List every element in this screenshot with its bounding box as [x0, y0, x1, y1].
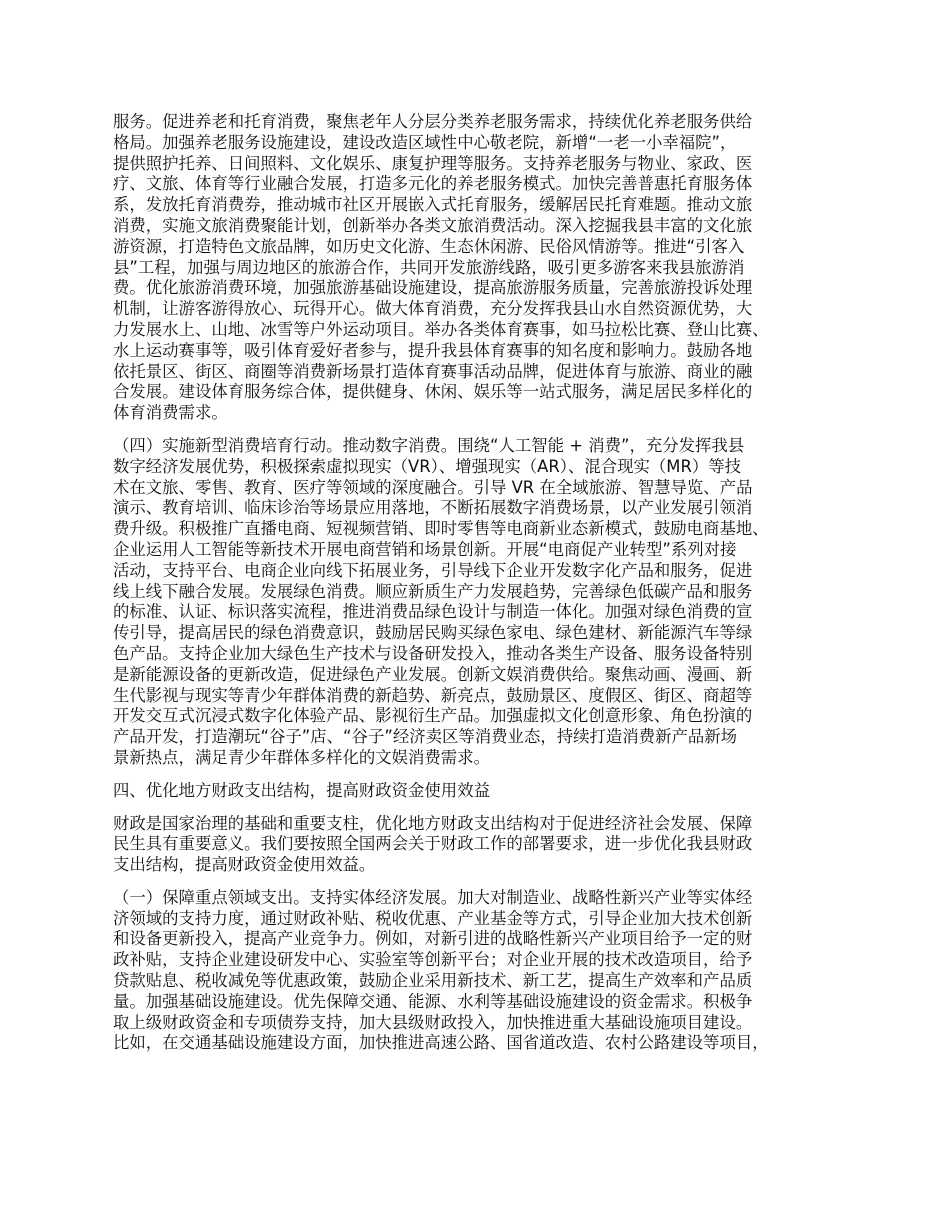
text-line: 系，发放托育消费券，推动城市社区开展嵌入式托育服务，缓解居民托育难题。推动文旅	[113, 195, 753, 215]
text-line: 疗、文旅、体育等行业融合发展，打造多元化的养老服务模式。加快完善普惠托育服务体	[113, 174, 753, 194]
text-line: 取上级财政资金和专项债券支持，加大县级财政投入，加快推进重大基础设施项目建设。	[113, 1012, 753, 1032]
text-line: 费升级。积极推广直播电商、短视频营销、即时零售等电商新业态新模式，鼓励电商基地、	[113, 519, 769, 539]
paragraph-key-areas	[113, 888, 853, 1054]
text-line: 财政是国家治理的基础和重要支柱，优化地方财政支出结构对于促进经济社会发展、保障	[113, 813, 753, 833]
text-line: 贷款贴息、税收减免等优惠政策，鼓励企业采用新技术、新工艺，提高生产效率和产品质	[113, 971, 753, 991]
section-heading	[113, 781, 853, 802]
text-line: 游资源，打造特色文旅品牌，如历史文化游、生态休闲游、民俗风情游等。推进“引客入	[113, 236, 745, 256]
text-line: 济领域的支持力度，通过财政补贴、税收优惠、产业基金等方式，引导企业加大技术创新	[113, 908, 753, 928]
text-line: 线上线下融合发展。发展绿色消费。顺应新质生产力发展趋势，完善绿色低碳产品和服务	[113, 581, 753, 601]
text-line: 政补贴，支持企业建设研发中心、实验室等创新平台；对企业开展的技术改造项目，给予	[113, 950, 753, 970]
text-line: 县”工程，加强与周边地区的旅游合作，共同开发旅游线路，吸引更多游客来我县旅游消	[113, 257, 745, 277]
text-line: 提供照护托养、日间照料、文化娱乐、康复护理等服务。支持养老服务与物业、家政、医	[113, 153, 753, 173]
text-line: 传引导，提高居民的绿色消费意识，鼓励居民购买绿色家电、绿色建材、新能源汽车等绿	[113, 623, 753, 643]
text-line: 费。优化旅游消费环境，加强旅游基础设施建设，提高旅游服务质量，完善旅游投诉处理	[113, 278, 753, 298]
document-page	[113, 112, 853, 1066]
paragraph-consumption-services	[113, 112, 853, 424]
text-line: 四、优化地方财政支出结构，提高财政资金使用效益	[113, 780, 490, 800]
text-line: 术在文旅、零售、教育、医疗等领域的深度融合。引导 VR 在全域旅游、智慧导览、产品	[113, 477, 753, 497]
text-line: 色产品。支持企业加大绿色生产技术与设备研发投入，推动各类生产设备、服务设备特别	[113, 643, 753, 663]
text-line: 活动，支持平台、电商企业向线下拓展业务，引导线下企业开发数字化产品和服务，促进	[113, 560, 753, 580]
text-line: 合发展。建设体育服务综合体，提供健身、休闲、娱乐等一站式服务，满足居民多样化的	[113, 382, 753, 402]
text-line: 开发交互式沉浸式数字化体验产品、影视衍生产品。加强虚拟文化创意形象、角色扮演的	[113, 706, 753, 726]
text-line: 数字经济发展优势，积极探索虚拟现实（VR）、增强现实（AR）、混合现实（MR）等技	[113, 456, 742, 476]
paragraph-new-consumption	[113, 436, 853, 769]
text-line: 依托景区、街区、商圈等消费新场景打造体育赛事活动品牌，促进体育与旅游、商业的融	[113, 361, 753, 381]
text-line: 力发展水上、山地、冰雪等户外运动项目。举办各类体育赛事，如马拉松比赛、登山比赛、	[113, 319, 769, 339]
text-line: 演示、教育培训、临床诊治等场景应用落地，不断拓展数字消费场景，以产业发展引领消	[113, 498, 753, 518]
text-line: 机制，让游客游得放心、玩得开心。做大体育消费，充分发挥我县山水自然资源优势，大	[113, 299, 753, 319]
text-line: 产品开发，打造潮玩“谷子”店、“谷子”经济卖区等消费业态，持续打造消费新产品新场	[113, 727, 738, 747]
text-line: 服务。促进养老和托育消费，聚焦老年人分层分类养老服务需求，持续优化养老服务供给	[113, 112, 753, 131]
text-line: 格局。加强养老服务设施建设，建设改造区域性中心敬老院，新增“一老一小幸福院”，	[113, 132, 737, 152]
text-line: 量。加强基础设施建设。优先保障交通、能源、水利等基础设施建设的资金需求。积极争	[113, 991, 753, 1011]
text-line: （一）保障重点领域支出。支持实体经济发展。加大对制造业、战略性新兴产业等实体经	[113, 887, 753, 907]
text-line: 消费，实施文旅消费聚能计划，创新举办各类文旅消费活动。深入挖掘我县丰富的文化旅	[113, 215, 753, 235]
text-line: 支出结构，提高财政资金使用效益。	[113, 855, 376, 875]
text-line: 水上运动赛事等，吸引体育爱好者参与，提升我县体育赛事的知名度和影响力。鼓励各地	[113, 340, 753, 360]
text-line: 景新热点，满足青少年群体多样化的文娱消费需求。	[113, 747, 490, 767]
text-line: 生代影视与现实等青少年群体消费的新趋势、新亮点，鼓励景区、度假区、街区、商超等	[113, 685, 753, 705]
text-line: 企业运用人工智能等新技术开展电商营销和场景创新。开展“电商促产业转型”系列对接	[113, 539, 737, 559]
text-line: 和设备更新投入，提高产业竞争力。例如，对新引进的战略性新兴产业项目给予一定的财	[113, 929, 753, 949]
paragraph-fiscal-intro	[113, 814, 853, 876]
text-line: 民生具有重要意义。我们要按照全国两会关于财政工作的部署要求，进一步优化我县财政	[113, 834, 753, 854]
text-line: （四）实施新型消费培育行动。推动数字消费。围绕“人工智能 + 消费”，充分发挥我县	[113, 435, 745, 455]
text-line: 的标准、认证、标识落实流程，推进消费品绿色设计与制造一体化。加强对绿色消费的宣	[113, 602, 753, 622]
text-line: 比如，在交通基础设施建设方面，加快推进高速公路、国省道改造、农村公路建设等项目，	[113, 1033, 769, 1053]
text-line: 是新能源设备的更新改造，促进绿色产业发展。创新文娱消费供给。聚焦动画、漫画、新	[113, 664, 753, 684]
text-line: 体育消费需求。	[113, 403, 228, 423]
